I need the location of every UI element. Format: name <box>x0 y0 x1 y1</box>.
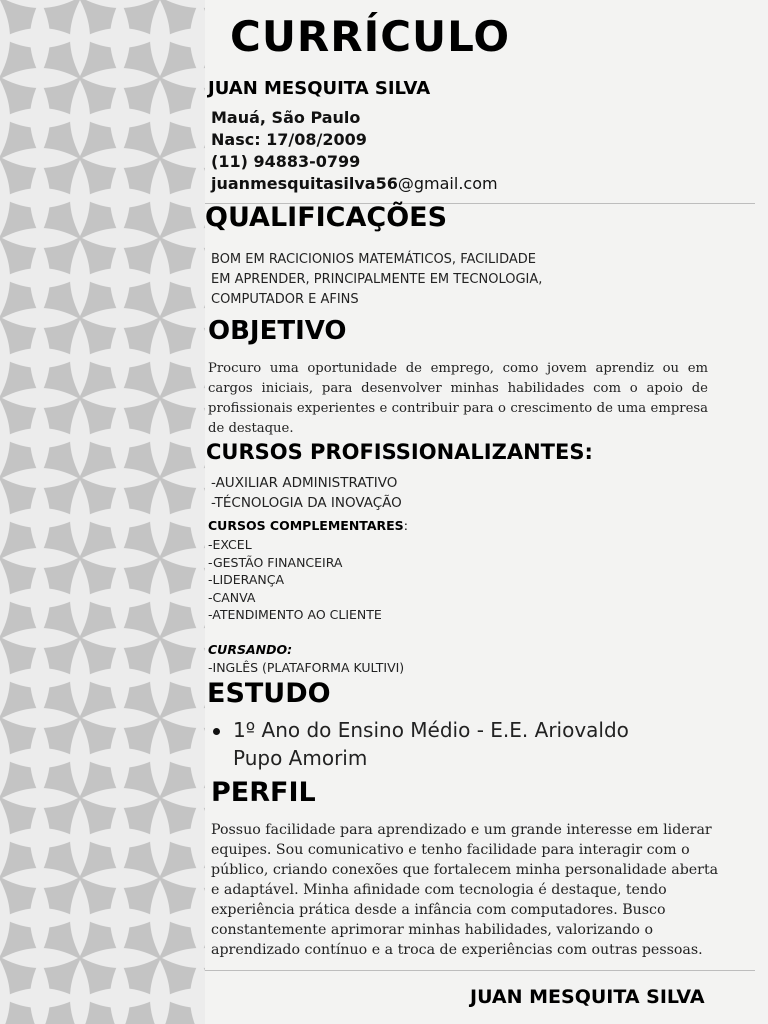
list-item: -CANVA <box>208 589 256 605</box>
qualificacoes-heading: QUALIFICAÇÕES <box>205 202 448 233</box>
list-item: -AUXILIAR ADMINISTRATIVO <box>211 475 398 491</box>
perfil-line: constantemente aprimorar minhas habilidades, valorizando o <box>211 922 654 938</box>
cursos-profissionalizantes-list <box>211 473 402 513</box>
birth-date: Nasc: 17/08/2009 <box>211 130 367 149</box>
perfil-line: aprendizado contínuo e a troca de experiências com outras pessoas. <box>211 942 703 958</box>
decorative-pattern <box>0 0 205 1024</box>
divider <box>205 970 755 971</box>
estudo-heading: ESTUDO <box>207 678 331 709</box>
heading-colon: : <box>403 518 408 533</box>
petal-pattern <box>0 0 205 1024</box>
cursos-profissionalizantes-heading: CURSOS PROFISSIONALIZANTES: <box>206 440 593 464</box>
qualificacoes-line: COMPUTADOR E AFINS <box>211 292 359 307</box>
phone-number: (11) 94883-0799 <box>211 152 361 171</box>
document-title: CURRÍCULO <box>230 12 511 61</box>
list-item: -GESTÃO FINANCEIRA <box>208 554 343 570</box>
candidate-name: JUAN MESQUITA SILVA <box>208 78 431 99</box>
contact-block <box>211 107 498 195</box>
estudo-item <box>233 716 733 772</box>
list-item: -TÉCNOLOGIA DA INOVAÇÃO <box>211 495 402 511</box>
qualificacoes-line: EM APRENDER, PRINCIPALMENTE EM TECNOLOGIA, <box>211 272 543 287</box>
cursos-complementares-list <box>208 536 382 624</box>
perfil-text <box>211 820 761 960</box>
list-item: -LIDERANÇA <box>208 572 285 587</box>
perfil-heading: PERFIL <box>211 777 316 808</box>
perfil-line: Possuo facilidade para aprendizado e um grande interesse em liderar <box>211 822 712 838</box>
estudo-line: Pupo Amorim <box>233 746 368 770</box>
perfil-line: equipes. Sou comunicativo e tenho facilidade para interagir com o <box>211 842 690 858</box>
perfil-line: público, criando conexões que fortalecem minha personalidade aberta <box>211 862 719 878</box>
footer-name: JUAN MESQUITA SILVA <box>470 986 705 1008</box>
estudo-line: 1º Ano do Ensino Médio - E.E. Ariovaldo <box>233 718 629 742</box>
cursos-complementares-heading <box>208 518 408 533</box>
list-item: -INGLÊS (PLATAFORMA KULTIVI) <box>208 660 405 675</box>
email-user: juanmesquitasilva56 <box>211 174 398 193</box>
location: Mauá, São Paulo <box>211 108 361 127</box>
cursos-complementares-label: CURSOS COMPLEMENTARES <box>208 518 404 533</box>
list-item: -EXCEL <box>208 537 252 552</box>
bullet-icon <box>213 728 220 735</box>
cursando-heading: CURSANDO: <box>208 642 293 657</box>
cursando-list <box>208 659 404 677</box>
list-item: -ATENDIMENTO AO CLIENTE <box>208 607 382 622</box>
email-domain: @gmail.com <box>397 174 498 193</box>
qualificacoes-text <box>211 250 631 310</box>
resume-content <box>205 0 760 1024</box>
qualificacoes-line: BOM EM RACICIONIOS MATEMÁTICOS, FACILIDADE <box>211 252 537 267</box>
email <box>211 173 498 195</box>
objetivo-heading: OBJETIVO <box>208 316 347 346</box>
perfil-line: e adaptável. Minha afinidade com tecnologia é destaque, tendo <box>211 882 667 898</box>
perfil-line: experiência prática desde a infância com computadores. Busco <box>211 902 666 918</box>
objetivo-text: Procuro uma oportunidade de emprego, como jovem aprendiz ou em cargos iniciais, para desenvolver minhas habilidades com o apoio de profissionais experientes e contribuir para o crescimento de uma empresa de destaque. <box>208 361 708 436</box>
